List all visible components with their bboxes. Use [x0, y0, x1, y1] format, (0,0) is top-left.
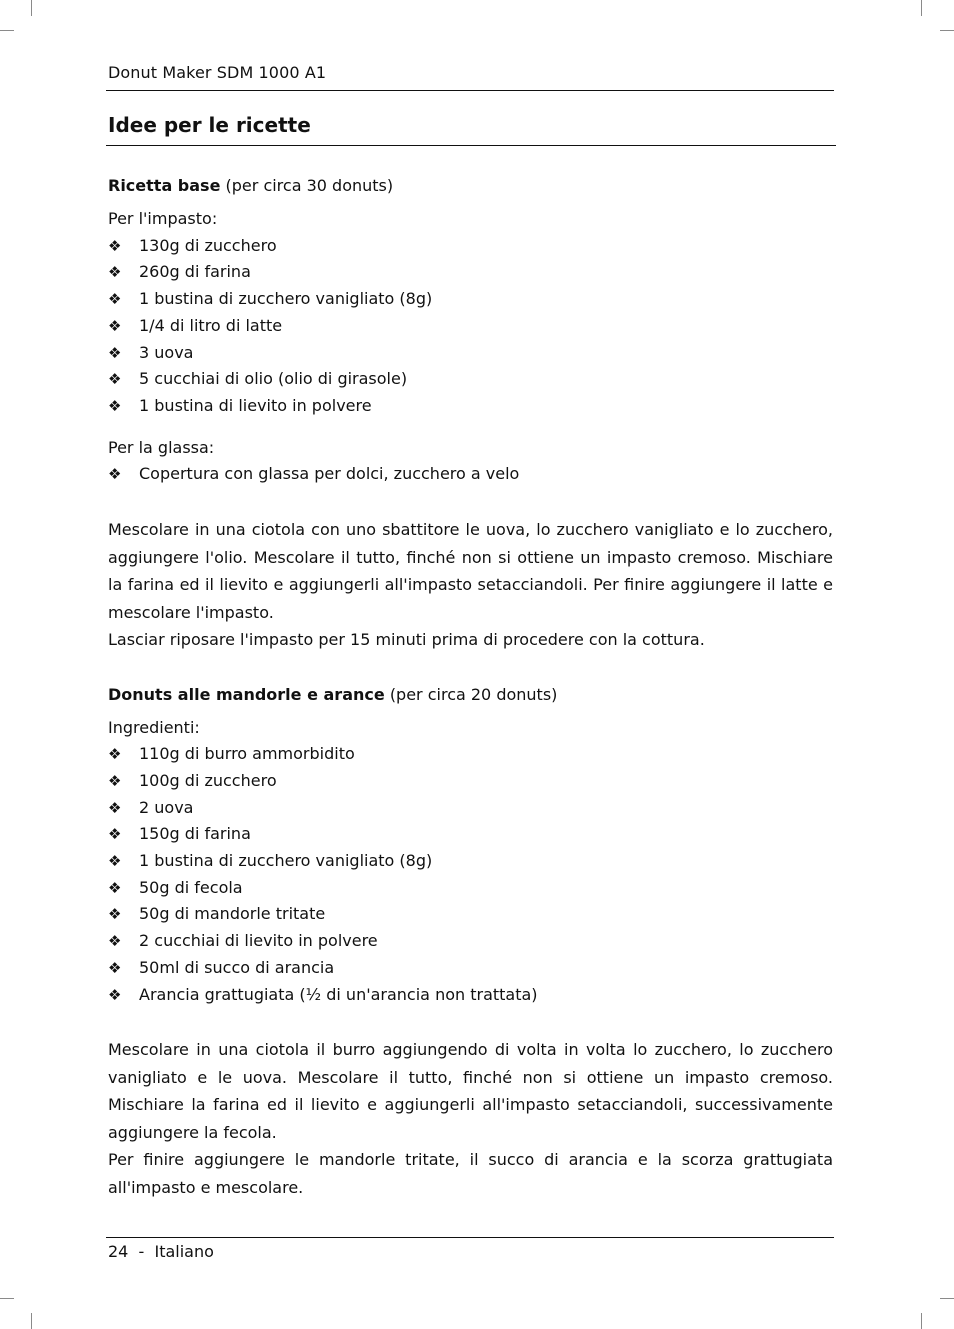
bullet-icon: ❖ [108, 771, 122, 790]
bullet-icon: ❖ [108, 878, 122, 897]
ingredient-text: 1 bustina di zucchero vanigliato (8g) [139, 289, 433, 309]
page-footer [108, 1242, 214, 1261]
dough-ingredient-list [108, 233, 833, 420]
ingredient-list [108, 741, 833, 1008]
recipe-yield: (per circa 30 donuts) [225, 176, 394, 195]
recipe-name: Donuts alle mandorle e arance [108, 684, 385, 704]
bullet-icon: ❖ [108, 905, 122, 924]
ingredient-text: 50ml di succo di arancia [139, 957, 335, 977]
title-rule [106, 145, 836, 146]
footer-separator: - [138, 1242, 145, 1261]
ingredient-item [108, 313, 833, 340]
crop-mark [921, 0, 922, 16]
bullet-icon: ❖ [108, 852, 122, 871]
bullet-icon: ❖ [108, 290, 122, 309]
ingredient-item [108, 393, 833, 420]
ingredient-text: Arancia grattugiata (½ di un'arancia non trattata) [139, 984, 538, 1004]
bullet-icon: ❖ [108, 465, 122, 484]
ingredient-text: 260g di farina [139, 262, 251, 282]
ingredient-text: 1 bustina di lievito in polvere [139, 395, 372, 415]
page-number: 24 [108, 1242, 129, 1261]
bullet-icon: ❖ [108, 236, 122, 255]
ingredient-text: 1/4 di litro di latte [139, 315, 283, 335]
bullet-icon: ❖ [108, 798, 122, 817]
header-rule [106, 90, 834, 91]
crop-mark [0, 30, 14, 31]
crop-mark [0, 1298, 14, 1299]
crop-mark [31, 1313, 32, 1329]
ingredient-item [108, 461, 833, 488]
bullet-icon: ❖ [108, 825, 122, 844]
crop-mark [940, 30, 954, 31]
page-content [108, 173, 833, 1201]
ingredient-text: 3 uova [139, 342, 194, 362]
ingredient-item [108, 821, 833, 848]
ingredient-text: 50g di mandorle tritate [139, 904, 326, 924]
ingredient-text: 50g di fecola [139, 877, 243, 897]
ingredient-text: 2 uova [139, 797, 194, 817]
crop-mark [940, 1298, 954, 1299]
ingredient-item [108, 259, 833, 286]
ingredient-item [108, 848, 833, 875]
section-title: Idee per le ricette [108, 113, 311, 137]
ingredient-item [108, 768, 833, 795]
footer-language: Italiano [154, 1242, 214, 1261]
instructions-paragraph: Per finire aggiungere le mandorle tritate, il succo di arancia e la scorza grattugiata all'impasto e mescolare. [108, 1150, 833, 1197]
recipe-name: Ricetta base [108, 176, 221, 195]
ingredient-item [108, 875, 833, 902]
bullet-icon: ❖ [108, 370, 122, 389]
ingredient-text: 2 cucchiai di lievito in polvere [139, 931, 378, 951]
instructions-paragraph: Lasciar riposare l'impasto per 15 minuti prima di procedere con la cottura. [108, 630, 705, 650]
ingredient-item [108, 901, 833, 928]
bullet-icon: ❖ [108, 985, 122, 1004]
recipe-yield: (per circa 20 donuts) [389, 684, 558, 704]
ingredient-item [108, 928, 833, 955]
bullet-icon: ❖ [108, 958, 122, 977]
ingredient-text: 100g di zucchero [139, 770, 277, 790]
crop-mark [31, 0, 32, 16]
ingredient-item [108, 340, 833, 367]
footer-rule [106, 1237, 834, 1238]
ingredient-item [108, 741, 833, 768]
ingredient-text: 150g di farina [139, 824, 251, 844]
recipe-heading [108, 682, 833, 708]
bullet-icon: ❖ [108, 396, 122, 415]
crop-mark [921, 1313, 922, 1329]
glaze-ingredient-list [108, 461, 833, 488]
instructions-paragraph: Mescolare in una ciotola con uno sbattitore le uova, lo zucchero vanigliato e lo zucchero, aggiungere l'olio. Mescolare il tutto, finché non si ottiene un impasto cremoso. Mischiare la farina ed il lievito e aggiungerli all'impasto setacciandoli. Per finire aggiungere il latte e mescolare l'impasto. [108, 520, 833, 622]
recipe-heading [108, 173, 833, 199]
bullet-icon: ❖ [108, 316, 122, 335]
bullet-icon: ❖ [108, 343, 122, 362]
ingredient-text: 5 cucchiai di olio (olio di girasole) [139, 369, 408, 389]
running-header: Donut Maker SDM 1000 A1 [108, 63, 327, 82]
ingredient-text: 110g di burro ammorbidito [139, 744, 355, 764]
ingredient-text: Copertura con glassa per dolci, zucchero a velo [139, 464, 520, 484]
bullet-icon: ❖ [108, 263, 122, 282]
ingredient-item [108, 955, 833, 982]
bullet-icon: ❖ [108, 932, 122, 951]
instructions-paragraph: Mescolare in una ciotola il burro aggiungendo di volta in volta lo zucchero, lo zucchero vanigliato e le uova. Mescolare il tutto, finché non si ottiene un impasto cremoso. Mischiare la farina ed il lievito e aggiungerli all'impasto setacciandoli, successivamente aggiungere la fecola. [108, 1040, 833, 1142]
ingredient-item [108, 233, 833, 260]
bullet-icon: ❖ [108, 745, 122, 764]
ingredient-item [108, 366, 833, 393]
dough-label: Per l'impasto: [108, 209, 218, 228]
ingredient-item [108, 795, 833, 822]
ingredients-label: Ingredienti: [108, 717, 200, 737]
ingredient-item [108, 982, 833, 1009]
ingredient-item [108, 286, 833, 313]
glaze-label: Per la glassa: [108, 437, 215, 457]
ingredient-text: 130g di zucchero [139, 235, 277, 255]
ingredient-text: 1 bustina di zucchero vanigliato (8g) [139, 851, 433, 871]
